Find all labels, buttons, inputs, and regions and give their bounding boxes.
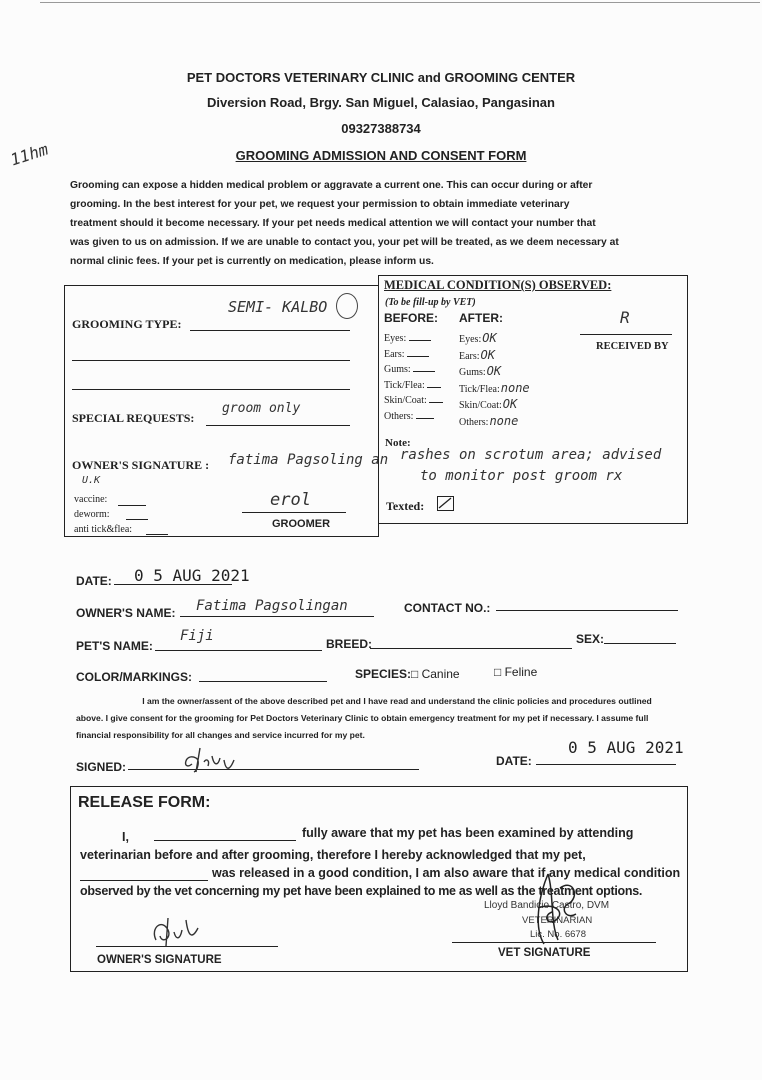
owner-name-label: OWNER'S NAME:: [76, 606, 176, 620]
vet-sig-label: VET SIGNATURE: [498, 947, 591, 959]
after-label: AFTER:: [459, 311, 503, 325]
before-list: [384, 331, 443, 424]
contact-label: CONTACT NO.:: [404, 601, 491, 615]
release-name-line: [154, 840, 296, 841]
pet-name-line: [155, 650, 322, 651]
before-item: Skin/Coat:: [384, 393, 443, 409]
intro-line: Grooming can expose a hidden medical problem or aggravate a current one. This can occur during or after: [70, 180, 593, 191]
groomer-line: [242, 512, 346, 513]
grooming-type-line: [190, 330, 350, 331]
intro-line: grooming. In the best interest for your pet, we request your permission to obtain immediate veterinary: [70, 199, 570, 210]
sex-line: [604, 643, 676, 644]
margin-note: 11hm: [8, 139, 51, 170]
deworm-label: deworm:: [74, 509, 110, 520]
note-line-1: rashes on scrotum area; advised: [400, 447, 662, 463]
intro-line: treatment should it become necessary. If your pet needs medical attention we will contact your number that: [70, 218, 596, 229]
date-value: 0 5 AUG 2021: [134, 566, 250, 585]
consent-line: financial responsibility for all changes and service incurred for my pet.: [76, 730, 365, 740]
breed-label: BREED:: [326, 637, 373, 651]
consent-paragraph: [76, 693, 684, 744]
signed-signature: [180, 742, 240, 776]
signed-date-value: 0 5 AUG 2021: [568, 738, 684, 757]
blank-line: [72, 389, 350, 390]
after-item: Gums:OK: [459, 364, 502, 378]
special-requests-value: groom only: [222, 401, 301, 416]
owner-note: U.K: [82, 475, 101, 486]
before-item: Ears:: [384, 347, 443, 363]
stamp-license: Lic. No. 6678: [530, 929, 586, 940]
vaccine-line: [118, 505, 146, 506]
medical-title: MEDICAL CONDITION(S) OBSERVED:: [384, 278, 612, 292]
sex-label: SEX:: [576, 632, 605, 646]
anti-tick-line: [146, 534, 168, 535]
species-label: SPECIES:: [355, 667, 412, 681]
after-item: Eyes:OK: [459, 331, 497, 345]
intro-line: normal clinic fees. If your pet is currently on medication, please inform us.: [70, 256, 434, 267]
received-by-label: RECEIVED BY: [596, 341, 669, 352]
received-initial: R: [620, 308, 630, 327]
note-label: Note:: [385, 437, 411, 449]
owner-name-line: [180, 616, 374, 617]
before-item: Others:: [384, 409, 443, 425]
owner-signature-value: fatima Pagsoling an: [228, 452, 389, 468]
pet-name-value: Fiji: [180, 628, 214, 644]
release-line3: was released in a good condition, I am also aware that if any medical condition: [212, 866, 681, 880]
stamp-name: Lloyd Bandicio Castro, DVM: [484, 900, 610, 911]
check-slash-icon: [438, 497, 452, 509]
release-i: I,: [122, 830, 129, 844]
after-item: Skin/Coat:OK: [459, 397, 518, 411]
circle-mark: [336, 293, 358, 319]
feline-option[interactable]: □ Feline: [494, 665, 538, 679]
after-item: Ears:OK: [459, 347, 495, 362]
owner-signature-label: OWNER'S SIGNATURE :: [72, 458, 210, 472]
vet-signature: [508, 868, 600, 948]
texted-label: Texted:: [386, 499, 425, 513]
special-requests-label: SPECIAL REQUESTS:: [72, 411, 195, 425]
signed-date-label: DATE:: [496, 754, 532, 768]
signed-line: [128, 769, 419, 770]
release-line4: observed by the vet concerning my pet have been explained to me as well as the treatment options.: [80, 884, 643, 898]
medical-subtitle: (To be fill-up by VET): [385, 297, 476, 308]
before-item: Eyes:: [384, 331, 443, 347]
groomer-signature: erol: [270, 490, 311, 510]
owner-name-value: Fatima Pagsolingan: [196, 598, 348, 614]
intro-line: was given to us on admission. If we are unable to contact you, your pet will be treated, as we deem necessary at: [70, 237, 619, 248]
clinic-phone: 09327388734: [341, 121, 421, 136]
color-line: [199, 681, 327, 682]
before-item: Tick/Flea:: [384, 378, 443, 394]
blank-line: [72, 360, 350, 361]
canine-option[interactable]: □ Canine: [411, 667, 460, 681]
owner-signature: [148, 910, 208, 950]
received-line: [580, 334, 672, 335]
release-line1: fully aware that my pet has been examined by attending: [302, 826, 634, 840]
date-label: DATE:: [76, 574, 112, 588]
consent-line: I am the owner/assent of the above described pet and I have read and understand the clinic policies and procedures outlined: [142, 696, 652, 706]
grooming-type-label: GROOMING TYPE:: [72, 317, 182, 331]
stamp-title: VETERINARIAN: [522, 915, 593, 926]
top-edge: [40, 2, 760, 3]
anti-tick-label: anti tick&flea:: [74, 524, 133, 535]
vet-sig-line: [452, 942, 656, 943]
signed-date-line: [536, 764, 676, 765]
after-list: [459, 331, 530, 430]
before-label: BEFORE:: [384, 311, 438, 325]
owner-sig-label: OWNER'S SIGNATURE: [97, 954, 222, 966]
consent-line: above. I give consent for the grooming for Pet Doctors Veterinary Clinic to obtain emergency treatment for my pet if necessary. I assume full: [76, 713, 649, 723]
signed-label: SIGNED:: [76, 760, 127, 774]
before-item: Gums:: [384, 362, 443, 378]
pet-name-label: PET'S NAME:: [76, 639, 153, 653]
clinic-address: Diversion Road, Brgy. San Miguel, Calasiao, Pangasinan: [207, 95, 555, 110]
special-requests-line: [206, 425, 350, 426]
release-pet-line: [80, 880, 208, 881]
texted-checkbox[interactable]: [437, 496, 454, 511]
after-item: Others:none: [459, 413, 519, 428]
contact-line: [496, 610, 678, 611]
form-title: GROOMING ADMISSION AND CONSENT FORM: [235, 148, 527, 163]
breed-line: [370, 648, 572, 649]
groomer-label: GROOMER: [272, 518, 331, 530]
release-title: RELEASE FORM:: [78, 794, 211, 811]
intro-paragraph: [70, 176, 680, 271]
release-line2: veterinarian before and after grooming, therefore I hereby acknowledged that my pet,: [80, 848, 586, 862]
deworm-line: [126, 519, 148, 520]
clinic-name: PET DOCTORS VETERINARY CLINIC and GROOMING CENTER: [186, 70, 576, 85]
vaccine-label: vaccine:: [74, 494, 108, 505]
note-line-2: to monitor post groom rx: [420, 468, 623, 484]
color-label: COLOR/MARKINGS:: [76, 670, 192, 684]
grooming-type-value: SEMI- KALBO: [228, 298, 328, 316]
after-item: Tick/Flea:none: [459, 380, 530, 395]
